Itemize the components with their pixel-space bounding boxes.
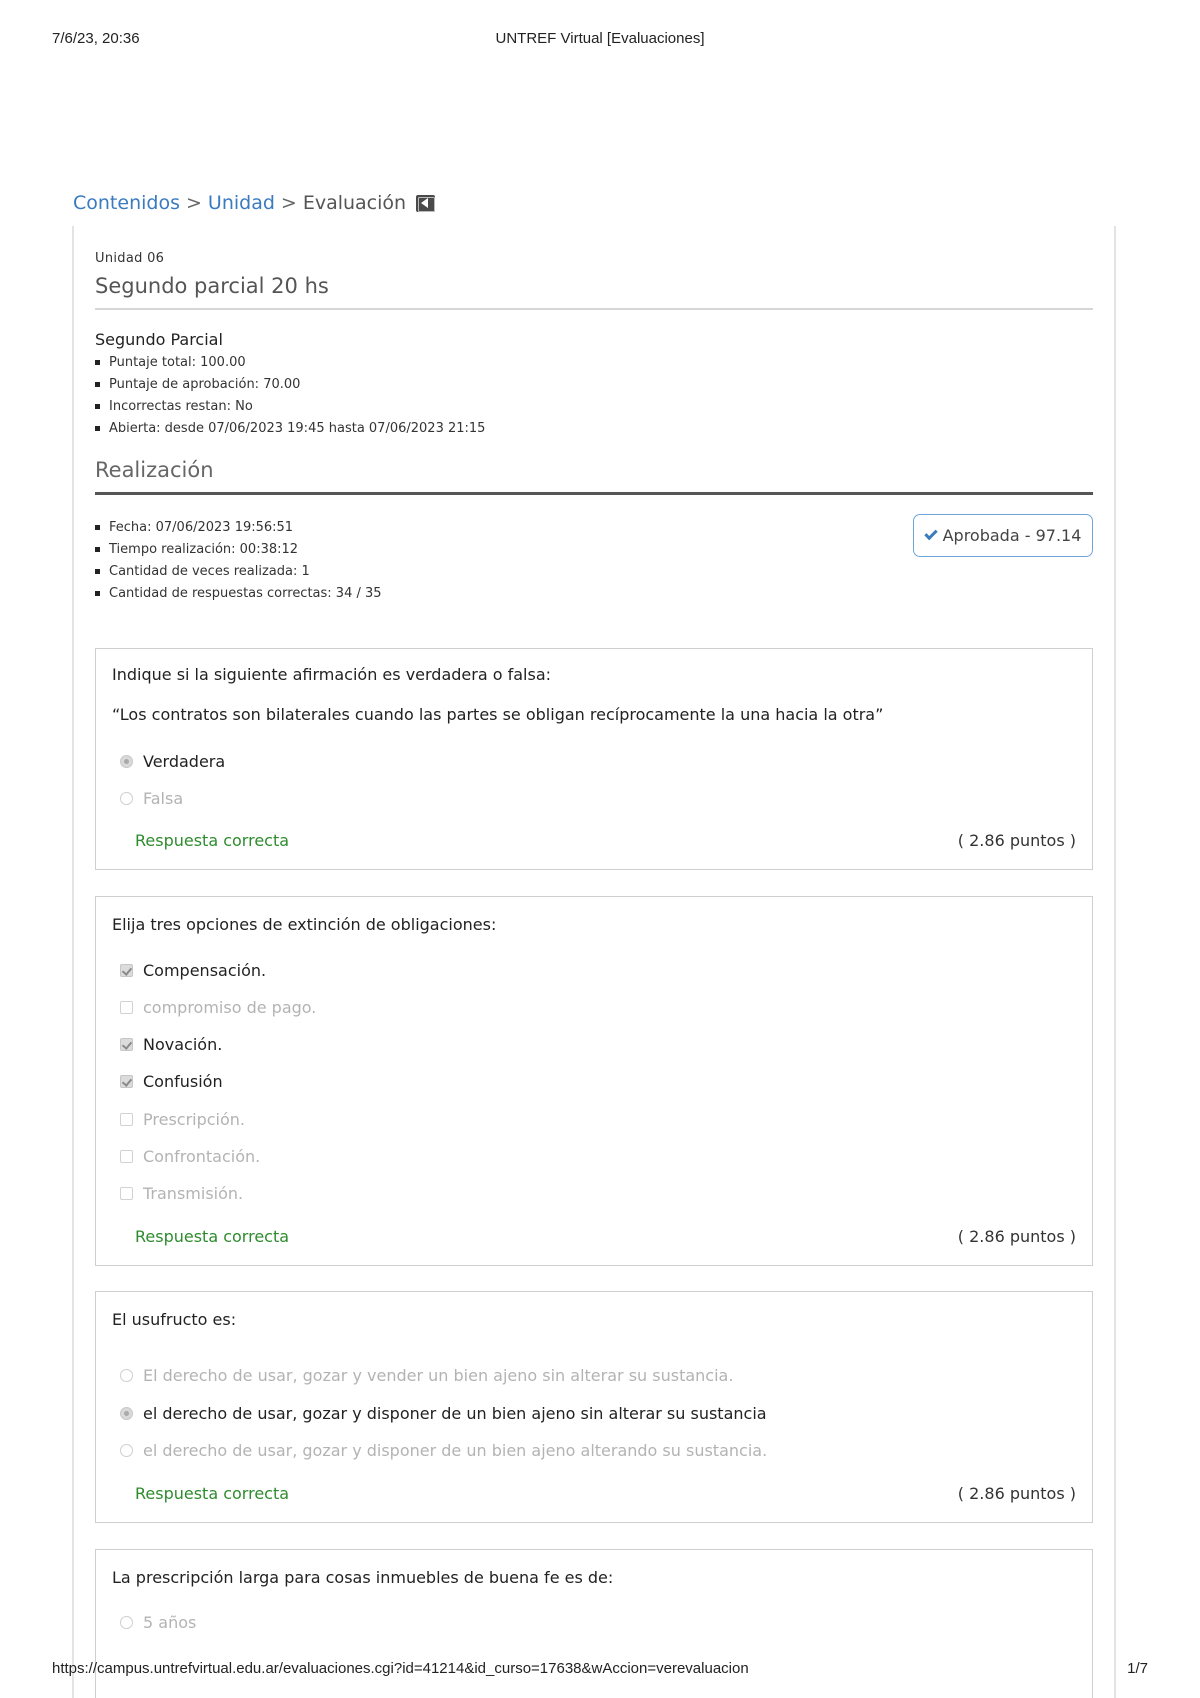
answer-option bbox=[120, 1611, 196, 1633]
radio-icon bbox=[120, 1444, 133, 1457]
evaluation-info-list bbox=[95, 354, 485, 442]
answer-option bbox=[120, 959, 266, 981]
option-label: Prescripción. bbox=[143, 1109, 246, 1129]
option-label: Novación. bbox=[143, 1034, 223, 1054]
question-points: ( 2.86 puntos ) bbox=[957, 1484, 1076, 1503]
breadcrumb-separator: > bbox=[185, 192, 202, 214]
collapse-back-icon[interactable] bbox=[416, 195, 435, 212]
evaluation-name: Segundo Parcial bbox=[95, 330, 223, 349]
question-text: Elija tres opciones de extinción de obligaciones: bbox=[112, 915, 497, 934]
answer-option bbox=[120, 1402, 767, 1424]
answer-option bbox=[120, 750, 225, 772]
question-text: El usufructo es: bbox=[112, 1310, 237, 1329]
question-points: ( 2.86 puntos ) bbox=[957, 1227, 1076, 1246]
breadcrumb-current: Evaluación bbox=[302, 192, 407, 214]
realizacion-heading: Realización bbox=[95, 458, 214, 482]
answer-option bbox=[120, 1182, 243, 1204]
answer-option bbox=[120, 1108, 245, 1130]
print-page-title: UNTREF Virtual [Evaluaciones] bbox=[495, 30, 705, 47]
question-points: ( 2.86 puntos ) bbox=[957, 831, 1076, 850]
option-label: El derecho de usar, gozar y vender un bien ajeno sin alterar su sustancia. bbox=[143, 1365, 734, 1385]
realizacion-divider bbox=[95, 492, 1093, 495]
option-label: 5 años bbox=[143, 1612, 197, 1632]
info-wrong-penalty: Incorrectas restan: No bbox=[95, 398, 485, 420]
radio-icon bbox=[120, 1407, 133, 1420]
breadcrumb-separator: > bbox=[280, 192, 297, 214]
checkbox-icon bbox=[120, 1187, 133, 1200]
option-label: Verdadera bbox=[143, 751, 226, 771]
breadcrumb bbox=[73, 192, 435, 214]
question-card bbox=[95, 648, 1093, 870]
feedback-correct: Respuesta correcta bbox=[135, 831, 290, 850]
option-label: el derecho de usar, gozar y disponer de un bien ajeno sin alterar su sustancia bbox=[143, 1403, 767, 1423]
breadcrumb-unidad-link[interactable]: Unidad bbox=[207, 192, 275, 214]
status-text: Aprobada - 97.14 bbox=[942, 526, 1082, 545]
question-card bbox=[95, 1291, 1093, 1523]
feedback-correct: Respuesta correcta bbox=[135, 1484, 290, 1503]
answer-option bbox=[120, 996, 316, 1018]
radio-icon bbox=[120, 755, 133, 768]
realizacion-info-list bbox=[95, 519, 382, 607]
checkbox-icon bbox=[120, 1001, 133, 1014]
checkbox-icon bbox=[120, 1113, 133, 1126]
breadcrumb-contenidos-link[interactable]: Contenidos bbox=[73, 192, 180, 214]
info-correct-count: Cantidad de respuestas correctas: 34 / 35 bbox=[95, 585, 382, 607]
question-card bbox=[95, 896, 1093, 1266]
radio-icon bbox=[120, 1369, 133, 1382]
info-total-score: Puntaje total: 100.00 bbox=[95, 354, 485, 376]
question-quote: “Los contratos son bilaterales cuando las partes se obligan recíprocamente la una hacia la otra” bbox=[112, 705, 884, 724]
option-label: el derecho de usar, gozar y disponer de un bien ajeno alterando su sustancia. bbox=[143, 1440, 768, 1460]
answer-option bbox=[120, 787, 183, 809]
checkbox-icon bbox=[120, 1038, 133, 1051]
print-date: 7/6/23, 20:36 bbox=[52, 30, 140, 47]
checkbox-icon bbox=[120, 1150, 133, 1163]
unit-label: Unidad 06 bbox=[95, 251, 165, 266]
title-divider bbox=[95, 308, 1093, 310]
option-label: Compensación. bbox=[143, 960, 267, 980]
option-label: compromiso de pago. bbox=[143, 997, 317, 1017]
answer-option bbox=[120, 1070, 223, 1092]
info-open-window: Abierta: desde 07/06/2023 19:45 hasta 07/06/2023 21:15 bbox=[95, 420, 485, 442]
option-label: Confusión bbox=[143, 1071, 223, 1091]
option-label: Falsa bbox=[143, 788, 184, 808]
info-date: Fecha: 07/06/2023 19:56:51 bbox=[95, 519, 382, 541]
check-icon bbox=[924, 527, 937, 540]
feedback-correct: Respuesta correcta bbox=[135, 1227, 290, 1246]
print-url: https://campus.untrefvirtual.edu.ar/evaluaciones.cgi?id=41214&id_curso=17638&wAccion=verevaluacion bbox=[52, 1660, 749, 1677]
answer-option bbox=[120, 1145, 260, 1167]
checkbox-icon bbox=[120, 964, 133, 977]
radio-icon bbox=[120, 1616, 133, 1629]
checkbox-icon bbox=[120, 1075, 133, 1088]
print-header bbox=[52, 30, 1148, 50]
question-text: La prescripción larga para cosas inmuebles de buena fe es de: bbox=[112, 1568, 614, 1587]
status-badge bbox=[913, 514, 1093, 557]
print-page-number: 1/7 bbox=[1127, 1660, 1148, 1677]
info-attempts: Cantidad de veces realizada: 1 bbox=[95, 563, 382, 585]
print-footer bbox=[52, 1660, 1148, 1680]
question-text: Indique si la siguiente afirmación es verdadera o falsa: bbox=[112, 665, 552, 684]
radio-icon bbox=[120, 792, 133, 805]
info-duration: Tiempo realización: 00:38:12 bbox=[95, 541, 382, 563]
answer-option bbox=[120, 1033, 222, 1055]
page-title: Segundo parcial 20 hs bbox=[95, 274, 329, 298]
option-label: Confrontación. bbox=[143, 1146, 261, 1166]
answer-option bbox=[120, 1364, 733, 1386]
info-pass-score: Puntaje de aprobación: 70.00 bbox=[95, 376, 485, 398]
option-label: Transmisión. bbox=[143, 1183, 244, 1203]
answer-option bbox=[120, 1439, 767, 1461]
